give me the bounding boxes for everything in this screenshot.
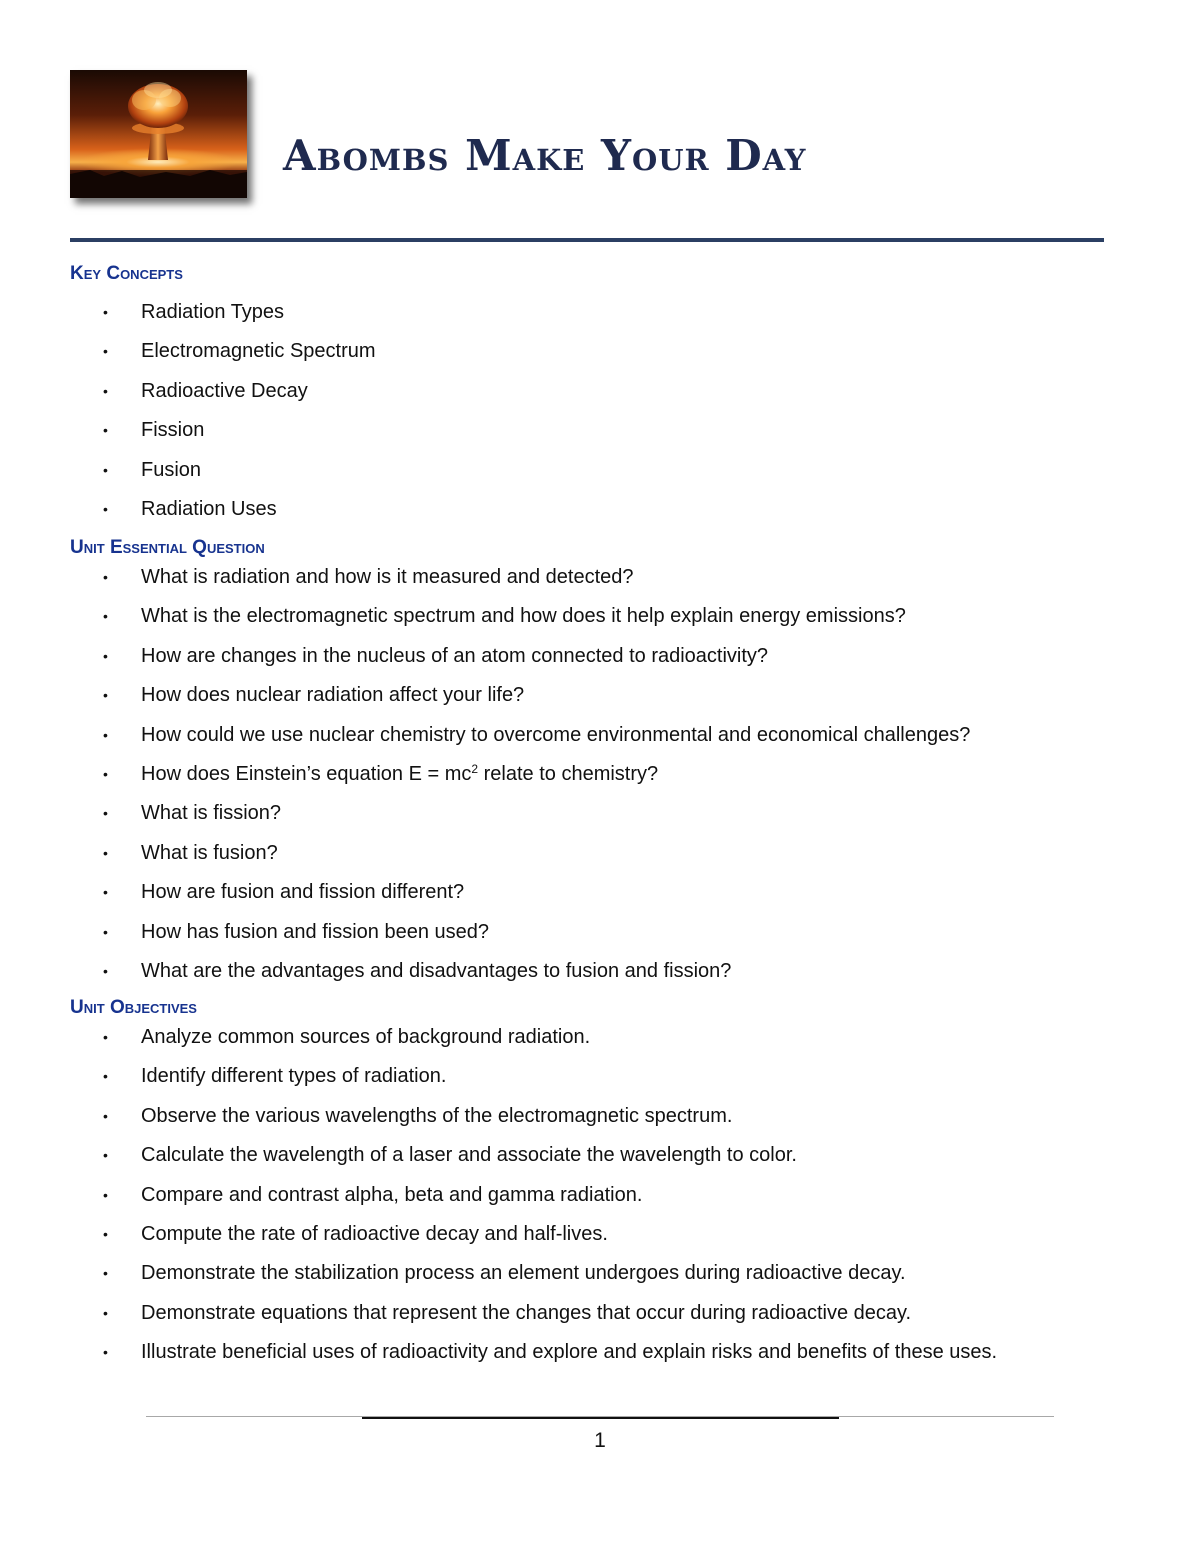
einstein-question-prefix: How does Einstein’s equation E = mc	[141, 762, 472, 785]
bullet-icon: •	[103, 1265, 108, 1282]
bullet-icon: •	[103, 647, 108, 664]
einstein-question-text	[141, 761, 658, 788]
bullet-icon: •	[103, 805, 108, 822]
title-divider	[70, 238, 1104, 242]
bullet-icon: •	[103, 1186, 108, 1203]
objective-text: Demonstrate equations that represent the changes that occur during radioactive decay.	[141, 1301, 912, 1324]
objective-text: Demonstrate the stabilization process an element undergoes during radioactive decay.	[141, 1262, 906, 1285]
bullet-icon: •	[103, 765, 108, 782]
bullet-icon: •	[103, 726, 108, 743]
bullet-icon: •	[103, 500, 108, 517]
unit-objectives-heading: Unit Objectives	[70, 997, 197, 1018]
objective-text: Compute the rate of radioactive decay and half-lives.	[141, 1222, 608, 1245]
key-concept-text: Fission	[141, 419, 205, 442]
bullet-icon: •	[103, 1068, 108, 1085]
bullet-icon: •	[103, 461, 108, 478]
essential-question-text: What is the electromagnetic spectrum and how does it help explain energy emissions?	[141, 605, 906, 628]
bullet-icon: •	[103, 1304, 108, 1321]
objective-text: Identify different types of radiation.	[141, 1065, 447, 1088]
einstein-superscript: 2	[471, 761, 479, 776]
einstein-question-suffix: relate to chemistry?	[478, 762, 659, 785]
objective-text: Analyze common sources of background radiation.	[141, 1026, 591, 1048]
mushroom-cloud-image	[70, 70, 247, 198]
bullet-icon: •	[103, 382, 108, 399]
key-concept-text: Radiation Uses	[141, 497, 277, 520]
essential-question-text: What is fission?	[141, 802, 282, 825]
essential-question-text: How are fusion and fission different?	[141, 881, 465, 904]
bullet-icon: •	[103, 1147, 108, 1164]
bullet-icon: •	[103, 422, 108, 439]
objective-text: Calculate the wavelength of a laser and associate the wavelength to color.	[141, 1144, 797, 1167]
key-concepts-heading: Key Concepts	[70, 263, 183, 284]
bullet-icon: •	[103, 923, 108, 940]
key-concept-text: Radioactive Decay	[141, 379, 308, 402]
essential-question-text: What is fusion?	[141, 841, 278, 864]
bullet-icon: •	[103, 844, 108, 861]
document-title: Abombs Make Your Day	[283, 131, 807, 180]
essential-question-text: What is radiation and how is it measured and detected?	[141, 566, 634, 588]
essential-question-text: How could we use nuclear chemistry to overcome environmental and economical challenges?	[141, 723, 971, 746]
bullet-icon: •	[103, 1107, 108, 1124]
objective-text: Observe the various wavelengths of the electromagnetic spectrum.	[141, 1104, 733, 1127]
essential-question-text: How has fusion and fission been used?	[141, 920, 490, 943]
bullet-icon: •	[103, 962, 108, 979]
essential-question-text: What are the advantages and disadvantages to fusion and fission?	[141, 959, 732, 982]
page-number: 1	[594, 1429, 606, 1452]
bullet-icon: •	[103, 884, 108, 901]
bullet-icon: •	[103, 1029, 108, 1045]
footer-divider-accent	[362, 1417, 839, 1419]
essential-question-text: How does nuclear radiation affect your life?	[141, 684, 525, 707]
essential-question-heading: Unit Essential Question	[70, 537, 265, 558]
key-concept-text: Radiation Types	[141, 301, 285, 323]
bullet-icon: •	[103, 1225, 108, 1242]
essential-question-text: How are changes in the nucleus of an atom connected to radioactivity?	[141, 644, 769, 667]
bullet-icon: •	[103, 608, 108, 625]
bullet-icon: •	[103, 343, 108, 360]
mushroom-cloud-icon	[70, 70, 247, 198]
bullet-icon: •	[103, 1344, 108, 1361]
bullet-icon: •	[103, 687, 108, 704]
key-concept-text: Electromagnetic Spectrum	[141, 340, 376, 363]
key-concept-text: Fusion	[141, 458, 202, 481]
objective-text: Compare and contrast alpha, beta and gamma radiation.	[141, 1183, 643, 1206]
bullet-icon: •	[103, 569, 108, 585]
bullet-icon: •	[103, 304, 108, 320]
objective-text: Illustrate beneficial uses of radioactivity and explore and explain risks and benefits of these uses.	[141, 1341, 998, 1364]
